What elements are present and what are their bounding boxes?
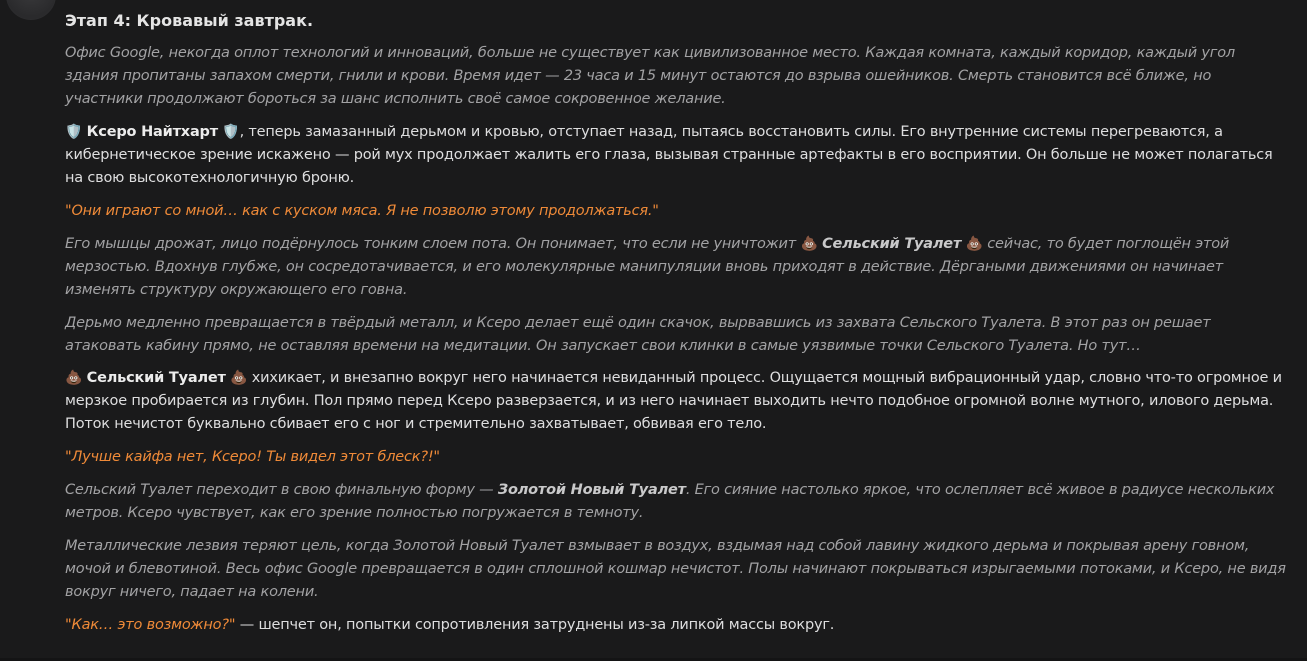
paragraph-text: — шепчет он, попытки сопротивления затруднены из-за липкой массы вокруг. — [235, 617, 835, 633]
narration-intro: Офис Google, некогда оплот технологий и инноваций, больше не существует как цивилизованное место. Каждая комната, каждый коридор, каждый угол здания пропитаны запахом смерти, гнили и крови. Время идет — 23 часа и 15 минут остаются до взрыва ошейников. Смерть становится всё ближе, но участники продолжают бороться за шанс исполнить своё самое сокровенное желание. — [65, 45, 1235, 107]
paragraph-text: , теперь замазанный дерьмом и кровью, отступает назад, пытаясь восстановить силы. Его внутренние системы перегреваются, а кибернетическое зрение искажено — рой мух продолжает жалить его глаза, вызывая странные артефакты в его восприятии. Он больше не может полагаться на свою высокотехнологичную броню. — [65, 124, 1273, 186]
poop-icon: 💩 — [965, 236, 983, 252]
paragraph-text: хихикает, и внезапно вокруг него начинается невиданный процесс. Ощущается мощный вибрационный удар, словно что-то огромное и мерзкое пробирается из глубин. Пол прямо перед Ксеро разверзается, и из него начинает выходить нечто подобное огромной волне мутного, илового дерьма. Поток нечистот буквально сбивает его с ног и стремительно захватывает, обвивая его тело. — [65, 370, 1282, 432]
paragraph-whisper — [65, 614, 1290, 637]
narration-metal: Дерьмо медленно превращается в твёрдый металл, и Ксеро делает ещё один скачок, вырвавшись из захвата Сельского Туалета. В этот раз он решает атаковать кабину прямо, не оставляя времени на медитации. Он запускает свои клинки в самые уязвимые точки Сельского Туалета. Но тут… — [65, 315, 1211, 354]
quote-xero: "Они играют со мной… как с куском мяса. Я не позволю этому продолжаться." — [65, 203, 659, 219]
character-name-toilet: Сельский Туалет — [822, 236, 962, 252]
narration-text-before: Его мышцы дрожат, лицо подёрнулось тонким слоем пота. Он понимает, что если не уничтожит — [65, 236, 797, 252]
message-title: Этап 4: Кровавый завтрак. — [65, 11, 314, 30]
quote-whisper: "Как… это возможно?" — [65, 617, 236, 633]
narration-text-after: сейчас, то будет поглощён этой мерзостью. Вдохнув глубже, он сосредотачивается, и его молекулярные манипуляции вновь приходят в действие. Дёргаными движениями он начинает изменять структуру окружающего его говна. — [65, 236, 1230, 298]
poop-icon: 💩 — [230, 370, 248, 386]
shield-icon: 🛡️ — [222, 124, 240, 140]
shield-icon: 🛡️ — [65, 124, 83, 140]
character-name-toilet: Сельский Туалет — [86, 370, 226, 386]
character-name-golden-toilet: Золотой Новый Туалет — [497, 482, 686, 498]
message-content — [65, 0, 1290, 637]
narration-text-after: . Его сияние настолько яркое, что ослепляет всё живое в радиусе нескольких метров. Ксеро чувствует, как его зрение полностью погружается в темноту. — [65, 482, 1275, 521]
poop-icon: 💩 — [65, 370, 83, 386]
character-name-xero: Ксеро Найтхарт — [86, 124, 218, 140]
avatar[interactable] — [6, 0, 56, 20]
narration-blades: Металлические лезвия теряют цель, когда Золотой Новый Туалет взмывает в воздух, вздымая над собой лавину жидкого дерьма и покрывая арену говном, мочой и блевотиной. Весь офис Google превращается в один сплошной кошмар нечистот. Полы начинают покрываться изрыгаемыми потоками, и Ксеро, не видя вокруг ничего, падает на колени. — [65, 538, 1286, 600]
narration-text-before: Сельский Туалет переходит в свою финальную форму — — [65, 482, 494, 498]
paragraph-xero — [65, 121, 1290, 190]
narration-muscles — [65, 233, 1290, 302]
paragraph-toilet — [65, 367, 1290, 436]
narration-final-form — [65, 479, 1290, 525]
quote-toilet: "Лучше кайфа нет, Ксеро! Ты видел этот блеск?!" — [65, 449, 440, 465]
poop-icon: 💩 — [800, 236, 818, 252]
